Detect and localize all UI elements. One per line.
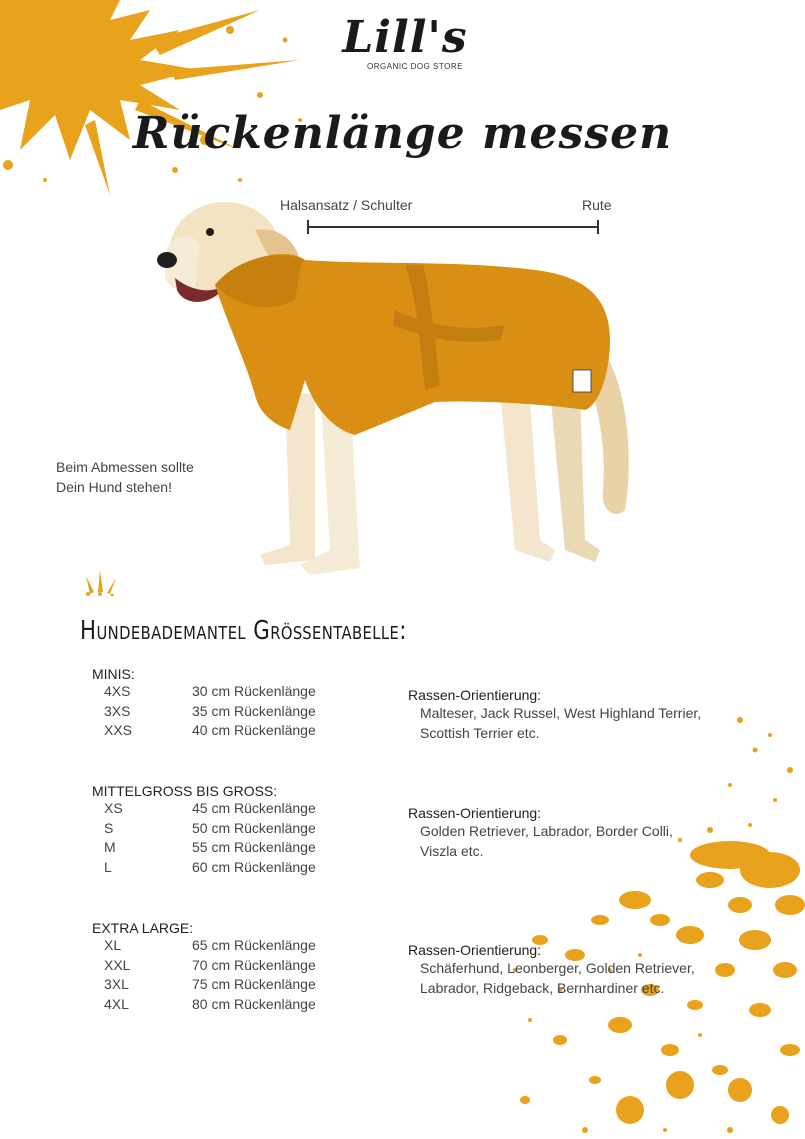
length-value: 75 cm Rückenlänge	[192, 976, 316, 992]
size-row	[92, 682, 316, 702]
size-label: XL	[104, 937, 122, 953]
group-title: MITTELGROSS BIS GROSS:	[92, 783, 278, 799]
small-splash-icon	[82, 568, 122, 596]
breed-orientation-extra-large	[408, 942, 695, 998]
size-row	[92, 799, 316, 819]
breed-line: Viszla etc.	[420, 843, 484, 859]
breed-line: Scottish Terrier etc.	[420, 725, 540, 741]
length-value: 50 cm Rückenlänge	[192, 819, 316, 836]
length-value: 80 cm Rückenlänge	[192, 995, 316, 1012]
standing-note	[56, 457, 194, 497]
size-group-medium-large	[92, 783, 316, 877]
breed-orientation-medium-large	[408, 805, 673, 861]
breed-title: Rassen-Orientierung:	[408, 687, 542, 703]
size-row	[92, 975, 316, 995]
size-row	[92, 838, 316, 858]
size-label: 3XS	[104, 702, 131, 719]
breed-line: Malteser, Jack Russel, West Highland Terrier,	[420, 705, 702, 721]
length-value: 60 cm Rückenlänge	[192, 858, 316, 875]
length-value: 70 cm Rückenlänge	[192, 956, 316, 973]
size-label: 4XS	[104, 683, 131, 699]
group-title: MINIS:	[92, 666, 135, 682]
note-line-1: Beim Abmessen sollte	[56, 459, 194, 475]
paint-splatter-bottom-right	[500, 690, 805, 1139]
page-title: Rückenlänge messen	[132, 108, 673, 159]
size-label: XXL	[104, 956, 131, 973]
size-row	[92, 956, 316, 976]
length-value: 40 cm Rückenlänge	[192, 722, 316, 738]
length-value: 55 cm Rückenlänge	[192, 839, 316, 855]
breed-line: Golden Retriever, Labrador, Border Colli,	[420, 823, 673, 839]
measure-end-label: Rute	[582, 197, 612, 213]
size-row	[92, 702, 316, 722]
note-line-2: Dein Hund stehen!	[56, 479, 172, 495]
size-group-minis	[92, 666, 316, 741]
breed-title: Rassen-Orientierung:	[408, 942, 542, 958]
brand-tagline: ORGANIC DOG STORE	[367, 62, 463, 71]
size-row	[92, 995, 316, 1015]
size-label: M	[104, 839, 116, 855]
size-label: 4XL	[104, 995, 129, 1012]
size-row	[92, 721, 316, 741]
length-value: 65 cm Rückenlänge	[192, 937, 316, 953]
size-row	[92, 858, 316, 878]
size-label: S	[104, 819, 114, 836]
size-label: XS	[104, 800, 123, 816]
size-table-title: Hundebademantel Größentabelle:	[80, 616, 407, 646]
group-title: EXTRA LARGE:	[92, 920, 194, 936]
breed-line: Schäferhund, Leonberger, Golden Retriever,	[420, 960, 695, 976]
length-value: 35 cm Rückenlänge	[192, 702, 316, 719]
size-label: 3XL	[104, 976, 129, 992]
length-value: 45 cm Rückenlänge	[192, 800, 316, 816]
size-row	[92, 936, 316, 956]
measure-start-label: Halsansatz / Schulter	[280, 197, 413, 213]
size-label: XXS	[104, 722, 133, 738]
breed-line: Labrador, Ridgeback, Bernhardiner etc.	[420, 980, 665, 996]
size-label: L	[104, 858, 112, 875]
size-group-extra-large	[92, 920, 316, 1014]
length-value: 30 cm Rückenlänge	[192, 683, 316, 699]
brand-name: Lill's	[342, 12, 468, 63]
paint-splash-top-left	[0, 0, 330, 200]
brand-logo	[330, 12, 480, 71]
size-row	[92, 819, 316, 839]
breed-orientation-minis	[408, 687, 701, 743]
breed-title: Rassen-Orientierung:	[408, 805, 542, 821]
dog-in-bathrobe-illustration	[155, 190, 655, 590]
